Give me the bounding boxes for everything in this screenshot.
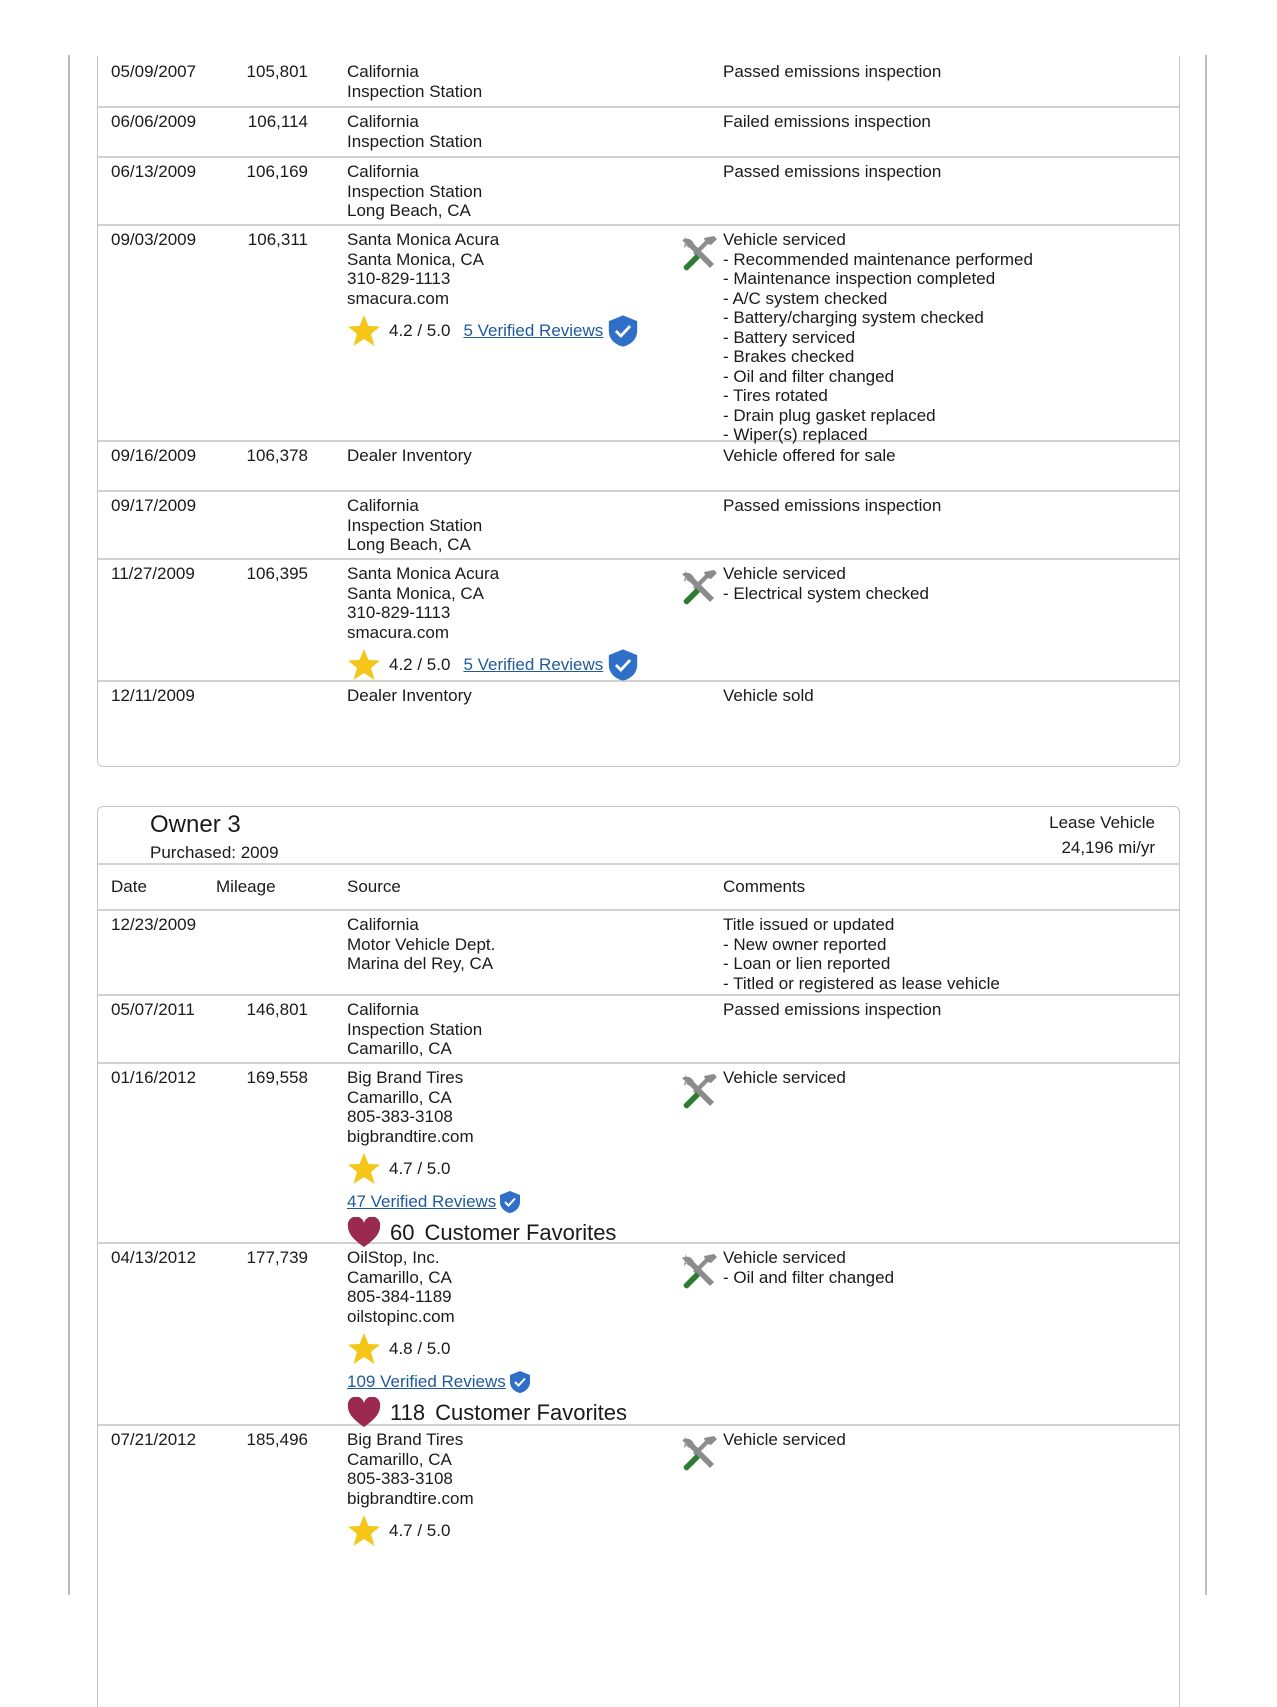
reviews-line — [347, 1190, 616, 1214]
comment-line: Vehicle serviced — [723, 1068, 846, 1087]
source-line: Motor Vehicle Dept. — [347, 934, 496, 954]
row-date: 12/23/2009 — [111, 915, 197, 934]
row-mileage: 106,311 — [247, 230, 308, 249]
header-mileage: Mileage — [216, 877, 276, 896]
comment-line: - Drain plug gasket replaced — [723, 405, 936, 425]
row-mileage: 106,114 — [247, 112, 308, 131]
source-line: Camarillo, CA — [347, 1267, 452, 1287]
owner-vehicle-type: Lease Vehicle — [1049, 813, 1155, 832]
row-source — [347, 915, 495, 974]
verified-reviews-link[interactable]: 5 Verified Reviews — [463, 321, 604, 341]
comment-line: - A/C system checked — [723, 288, 888, 308]
wrench-screwdriver-icon — [678, 1432, 720, 1474]
row-mileage: 105,801 — [246, 62, 308, 81]
comment-line: - New owner reported — [723, 934, 887, 954]
comment-line: Passed emissions inspection — [723, 496, 942, 515]
table-row — [98, 224, 1179, 442]
reviews-line — [347, 1370, 627, 1394]
comment-line: Vehicle serviced — [723, 564, 846, 583]
row-date: 05/07/2011 — [111, 1000, 195, 1019]
header-date: Date — [111, 877, 147, 896]
table-row — [98, 680, 1179, 766]
row-comments — [723, 230, 1173, 445]
comment-line: - Wiper(s) replaced — [723, 425, 868, 444]
verified-reviews-link[interactable]: 109 Verified Reviews — [347, 1372, 506, 1392]
wrench-screwdriver-icon — [678, 1070, 720, 1112]
source-line: oilstopinc.com — [347, 1306, 455, 1326]
source-line: Big Brand Tires — [347, 1068, 464, 1087]
header-comments: Comments — [723, 877, 806, 896]
row-comments — [723, 112, 1173, 132]
rating — [347, 648, 640, 682]
favorites-label: Customer Favorites — [424, 1220, 617, 1246]
source-line: bigbrandtire.com — [347, 1126, 474, 1146]
table-row — [98, 1424, 1179, 1614]
owner-annual-miles: 24,196 mi/yr — [1061, 838, 1155, 857]
rating — [347, 314, 640, 348]
row-comments — [723, 686, 1173, 706]
row-source — [347, 1430, 474, 1548]
verified-reviews-link[interactable]: 5 Verified Reviews — [463, 655, 604, 675]
rating-score: 4.2 / 5.0 — [389, 655, 451, 675]
owner-title: Owner 3 — [150, 811, 241, 838]
row-source — [347, 564, 640, 682]
source-line: Inspection Station — [347, 81, 483, 101]
wrench-screwdriver-icon — [678, 232, 720, 274]
favorites-label: Customer Favorites — [435, 1400, 628, 1426]
source-line: Marina del Rey, CA — [347, 954, 494, 973]
row-comments — [723, 496, 1173, 516]
source-line: California — [347, 496, 419, 515]
row-comments — [723, 1248, 1173, 1287]
row-date: 06/13/2009 — [111, 162, 197, 181]
comment-line: Vehicle sold — [723, 686, 814, 705]
source-line: California — [347, 915, 419, 934]
table-row — [98, 106, 1179, 158]
comment-line: - Maintenance inspection completed — [723, 269, 996, 288]
row-source — [347, 112, 482, 151]
row-date: 11/27/2009 — [111, 564, 195, 583]
star-icon — [347, 314, 381, 348]
rating-score: 4.2 / 5.0 — [389, 321, 451, 341]
source-line: Camarillo, CA — [347, 1087, 452, 1107]
row-comments — [723, 162, 1173, 182]
source-line: Santa Monica Acura — [347, 230, 500, 249]
comment-line: Vehicle serviced — [723, 1248, 846, 1267]
table-row — [98, 909, 1179, 996]
comment-line: Vehicle offered for sale — [723, 446, 896, 465]
table-row — [98, 994, 1179, 1064]
owner-3-history-card — [97, 806, 1180, 1707]
star-icon — [347, 1152, 381, 1186]
comment-line: Vehicle serviced — [723, 230, 846, 249]
verified-reviews-link[interactable]: 47 Verified Reviews — [347, 1192, 497, 1212]
source-line: Big Brand Tires — [347, 1430, 464, 1449]
table-row — [98, 440, 1179, 492]
row-mileage: 106,395 — [246, 564, 308, 583]
row-source — [347, 496, 482, 555]
row-mileage: 185,496 — [246, 1430, 308, 1449]
comment-line: - Electrical system checked — [723, 583, 929, 603]
source-line: 310-829-1113 — [347, 269, 451, 288]
source-line: Santa Monica, CA — [347, 583, 485, 603]
wrench-screwdriver-icon — [678, 566, 720, 608]
source-line: Camarillo, CA — [347, 1039, 452, 1058]
comment-line: Passed emissions inspection — [723, 62, 942, 81]
page-border-right — [1205, 55, 1207, 1595]
source-line: Santa Monica, CA — [347, 249, 485, 269]
source-line: smacura.com — [347, 622, 450, 642]
table-row — [98, 156, 1179, 226]
comment-line: - Oil and filter changed — [723, 1267, 895, 1287]
row-comments — [723, 1068, 1173, 1088]
row-mileage: 169,558 — [246, 1068, 308, 1087]
comment-line: Vehicle serviced — [723, 1430, 846, 1449]
row-comments — [723, 62, 1173, 82]
table-row — [98, 558, 1179, 682]
source-line: Santa Monica Acura — [347, 564, 500, 583]
verified-shield-icon — [606, 314, 640, 348]
source-line: Dealer Inventory — [347, 686, 472, 705]
rating — [347, 1152, 616, 1186]
source-line: bigbrandtire.com — [347, 1488, 474, 1508]
page-border-left — [68, 55, 70, 1595]
row-comments — [723, 446, 1173, 466]
source-line: OilStop, Inc. — [347, 1248, 440, 1267]
row-source — [347, 446, 472, 466]
row-source — [347, 1000, 482, 1059]
row-date: 06/06/2009 — [111, 112, 197, 131]
row-comments — [723, 564, 1173, 603]
header-source: Source — [347, 877, 401, 896]
rating-score: 4.7 / 5.0 — [389, 1521, 451, 1541]
row-date: 07/21/2012 — [111, 1430, 197, 1449]
rating-score: 4.7 / 5.0 — [389, 1159, 451, 1179]
owner-2-history-card — [97, 56, 1180, 767]
comment-line: Failed emissions inspection — [723, 112, 931, 131]
source-line: 805-383-3108 — [347, 1107, 453, 1126]
rating-score: 4.8 / 5.0 — [389, 1339, 451, 1359]
source-line: smacura.com — [347, 288, 450, 308]
row-date: 09/16/2009 — [111, 446, 197, 465]
star-icon — [347, 648, 381, 682]
rating — [347, 1332, 627, 1366]
row-date: 12/11/2009 — [111, 686, 195, 705]
source-line: 805-383-3108 — [347, 1469, 453, 1488]
comment-line: - Oil and filter changed — [723, 366, 895, 386]
row-mileage: 177,739 — [246, 1248, 308, 1267]
comment-line: - Recommended maintenance performed — [723, 249, 1033, 269]
source-line: California — [347, 162, 419, 181]
table-row — [98, 1242, 1179, 1426]
favorites-count: 60 — [390, 1220, 415, 1246]
source-line: Long Beach, CA — [347, 535, 471, 554]
row-date: 01/16/2012 — [111, 1068, 197, 1087]
row-source — [347, 230, 640, 348]
comment-line: Passed emissions inspection — [723, 1000, 942, 1019]
source-line: 805-384-1189 — [347, 1287, 452, 1306]
row-mileage: 106,169 — [246, 162, 308, 181]
row-date: 09/17/2009 — [111, 496, 197, 515]
comment-line: - Battery serviced — [723, 327, 856, 347]
star-icon — [347, 1514, 381, 1548]
rating — [347, 1514, 474, 1548]
row-date: 04/13/2012 — [111, 1248, 197, 1267]
comment-line: - Titled or registered as lease vehicle — [723, 973, 1000, 993]
table-row — [98, 1062, 1179, 1244]
row-date: 05/09/2007 — [111, 62, 197, 81]
row-source — [347, 1248, 627, 1429]
wrench-screwdriver-icon — [678, 1250, 720, 1292]
source-line: Inspection Station — [347, 181, 483, 201]
comment-line: Passed emissions inspection — [723, 162, 942, 181]
comment-line: - Battery/charging system checked — [723, 308, 984, 327]
comment-line: - Brakes checked — [723, 347, 855, 366]
source-line: Inspection Station — [347, 1019, 483, 1039]
row-mileage: 106,378 — [246, 446, 308, 465]
source-line: Camarillo, CA — [347, 1449, 452, 1469]
verified-shield-icon — [606, 648, 640, 682]
comment-line: Title issued or updated — [723, 915, 895, 934]
row-date: 09/03/2009 — [111, 230, 197, 249]
verified-shield-icon — [509, 1370, 531, 1394]
favorites-count: 118 — [390, 1400, 426, 1426]
owner-purchased: Purchased: 2009 — [150, 843, 279, 862]
comment-line: - Tires rotated — [723, 386, 828, 405]
comment-line: - Loan or lien reported — [723, 954, 891, 973]
verified-shield-icon — [499, 1190, 521, 1214]
row-source — [347, 1068, 616, 1249]
row-source — [347, 62, 482, 101]
row-comments — [723, 1000, 1173, 1020]
source-line: California — [347, 1000, 419, 1019]
table-header — [98, 863, 1179, 911]
row-mileage: 146,801 — [246, 1000, 308, 1019]
row-comments — [723, 915, 1173, 993]
source-line: Inspection Station — [347, 131, 483, 151]
source-line: California — [347, 62, 419, 81]
source-line: 310-829-1113 — [347, 603, 451, 622]
row-comments — [723, 1430, 1173, 1450]
star-icon — [347, 1332, 381, 1366]
source-line: Long Beach, CA — [347, 201, 471, 220]
source-line: Dealer Inventory — [347, 446, 472, 465]
row-source — [347, 686, 472, 706]
row-source — [347, 162, 482, 221]
table-row — [98, 490, 1179, 560]
source-line: California — [347, 112, 419, 131]
table-row — [98, 56, 1179, 108]
source-line: Inspection Station — [347, 515, 483, 535]
